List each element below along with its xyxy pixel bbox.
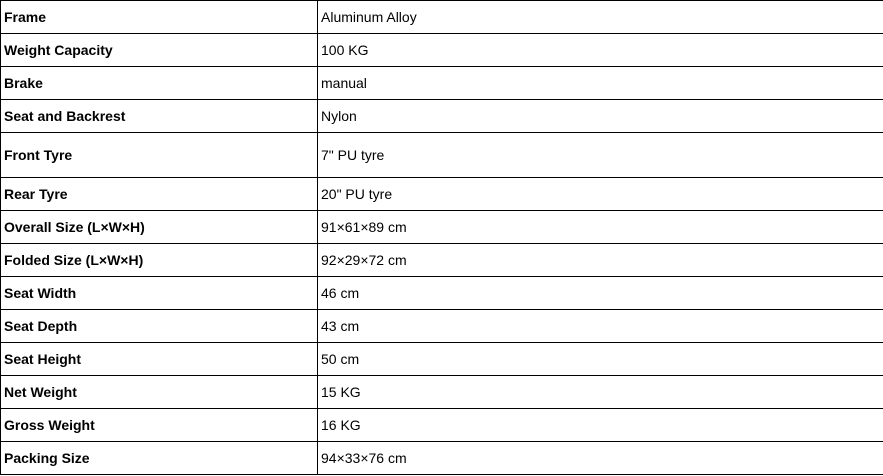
table-row: [1, 34, 883, 67]
spec-label: Seat and Backrest: [1, 100, 318, 133]
spec-value: 91×61×89 cm: [318, 211, 883, 244]
spec-label: Frame: [1, 1, 318, 34]
spec-label: Weight Capacity: [1, 34, 318, 67]
spec-value: 94×33×76 cm: [318, 442, 883, 475]
spec-label: Gross Weight: [1, 409, 318, 442]
spec-value: 46 cm: [318, 277, 883, 310]
table-row: [1, 178, 883, 211]
spec-value: 16 KG: [318, 409, 883, 442]
spec-label: Folded Size (L×W×H): [1, 244, 318, 277]
table-row: [1, 409, 883, 442]
spec-label: Net Weight: [1, 376, 318, 409]
spec-label: Rear Tyre: [1, 178, 318, 211]
table-row: [1, 133, 883, 178]
spec-value: Nylon: [318, 100, 883, 133]
spec-label: Brake: [1, 67, 318, 100]
table-row: [1, 442, 883, 475]
spec-value: Aluminum Alloy: [318, 1, 883, 34]
spec-value: 20" PU tyre: [318, 178, 883, 211]
table-row: [1, 211, 883, 244]
spec-label: Seat Height: [1, 343, 318, 376]
spec-label: Overall Size (L×W×H): [1, 211, 318, 244]
table-row: [1, 244, 883, 277]
spec-label: Seat Width: [1, 277, 318, 310]
spec-value: 43 cm: [318, 310, 883, 343]
table-row: [1, 277, 883, 310]
spec-label: Seat Depth: [1, 310, 318, 343]
spec-label: Front Tyre: [1, 133, 318, 178]
table-row: [1, 100, 883, 133]
specification-table-body: [1, 1, 883, 475]
table-row: [1, 1, 883, 34]
table-row: [1, 67, 883, 100]
spec-value: manual: [318, 67, 883, 100]
spec-label: Packing Size: [1, 442, 318, 475]
spec-value: 92×29×72 cm: [318, 244, 883, 277]
spec-value: 15 KG: [318, 376, 883, 409]
table-row: [1, 310, 883, 343]
spec-value: 7" PU tyre: [318, 133, 883, 178]
table-row: [1, 343, 883, 376]
spec-value: 100 KG: [318, 34, 883, 67]
spec-value: 50 cm: [318, 343, 883, 376]
table-row: [1, 376, 883, 409]
